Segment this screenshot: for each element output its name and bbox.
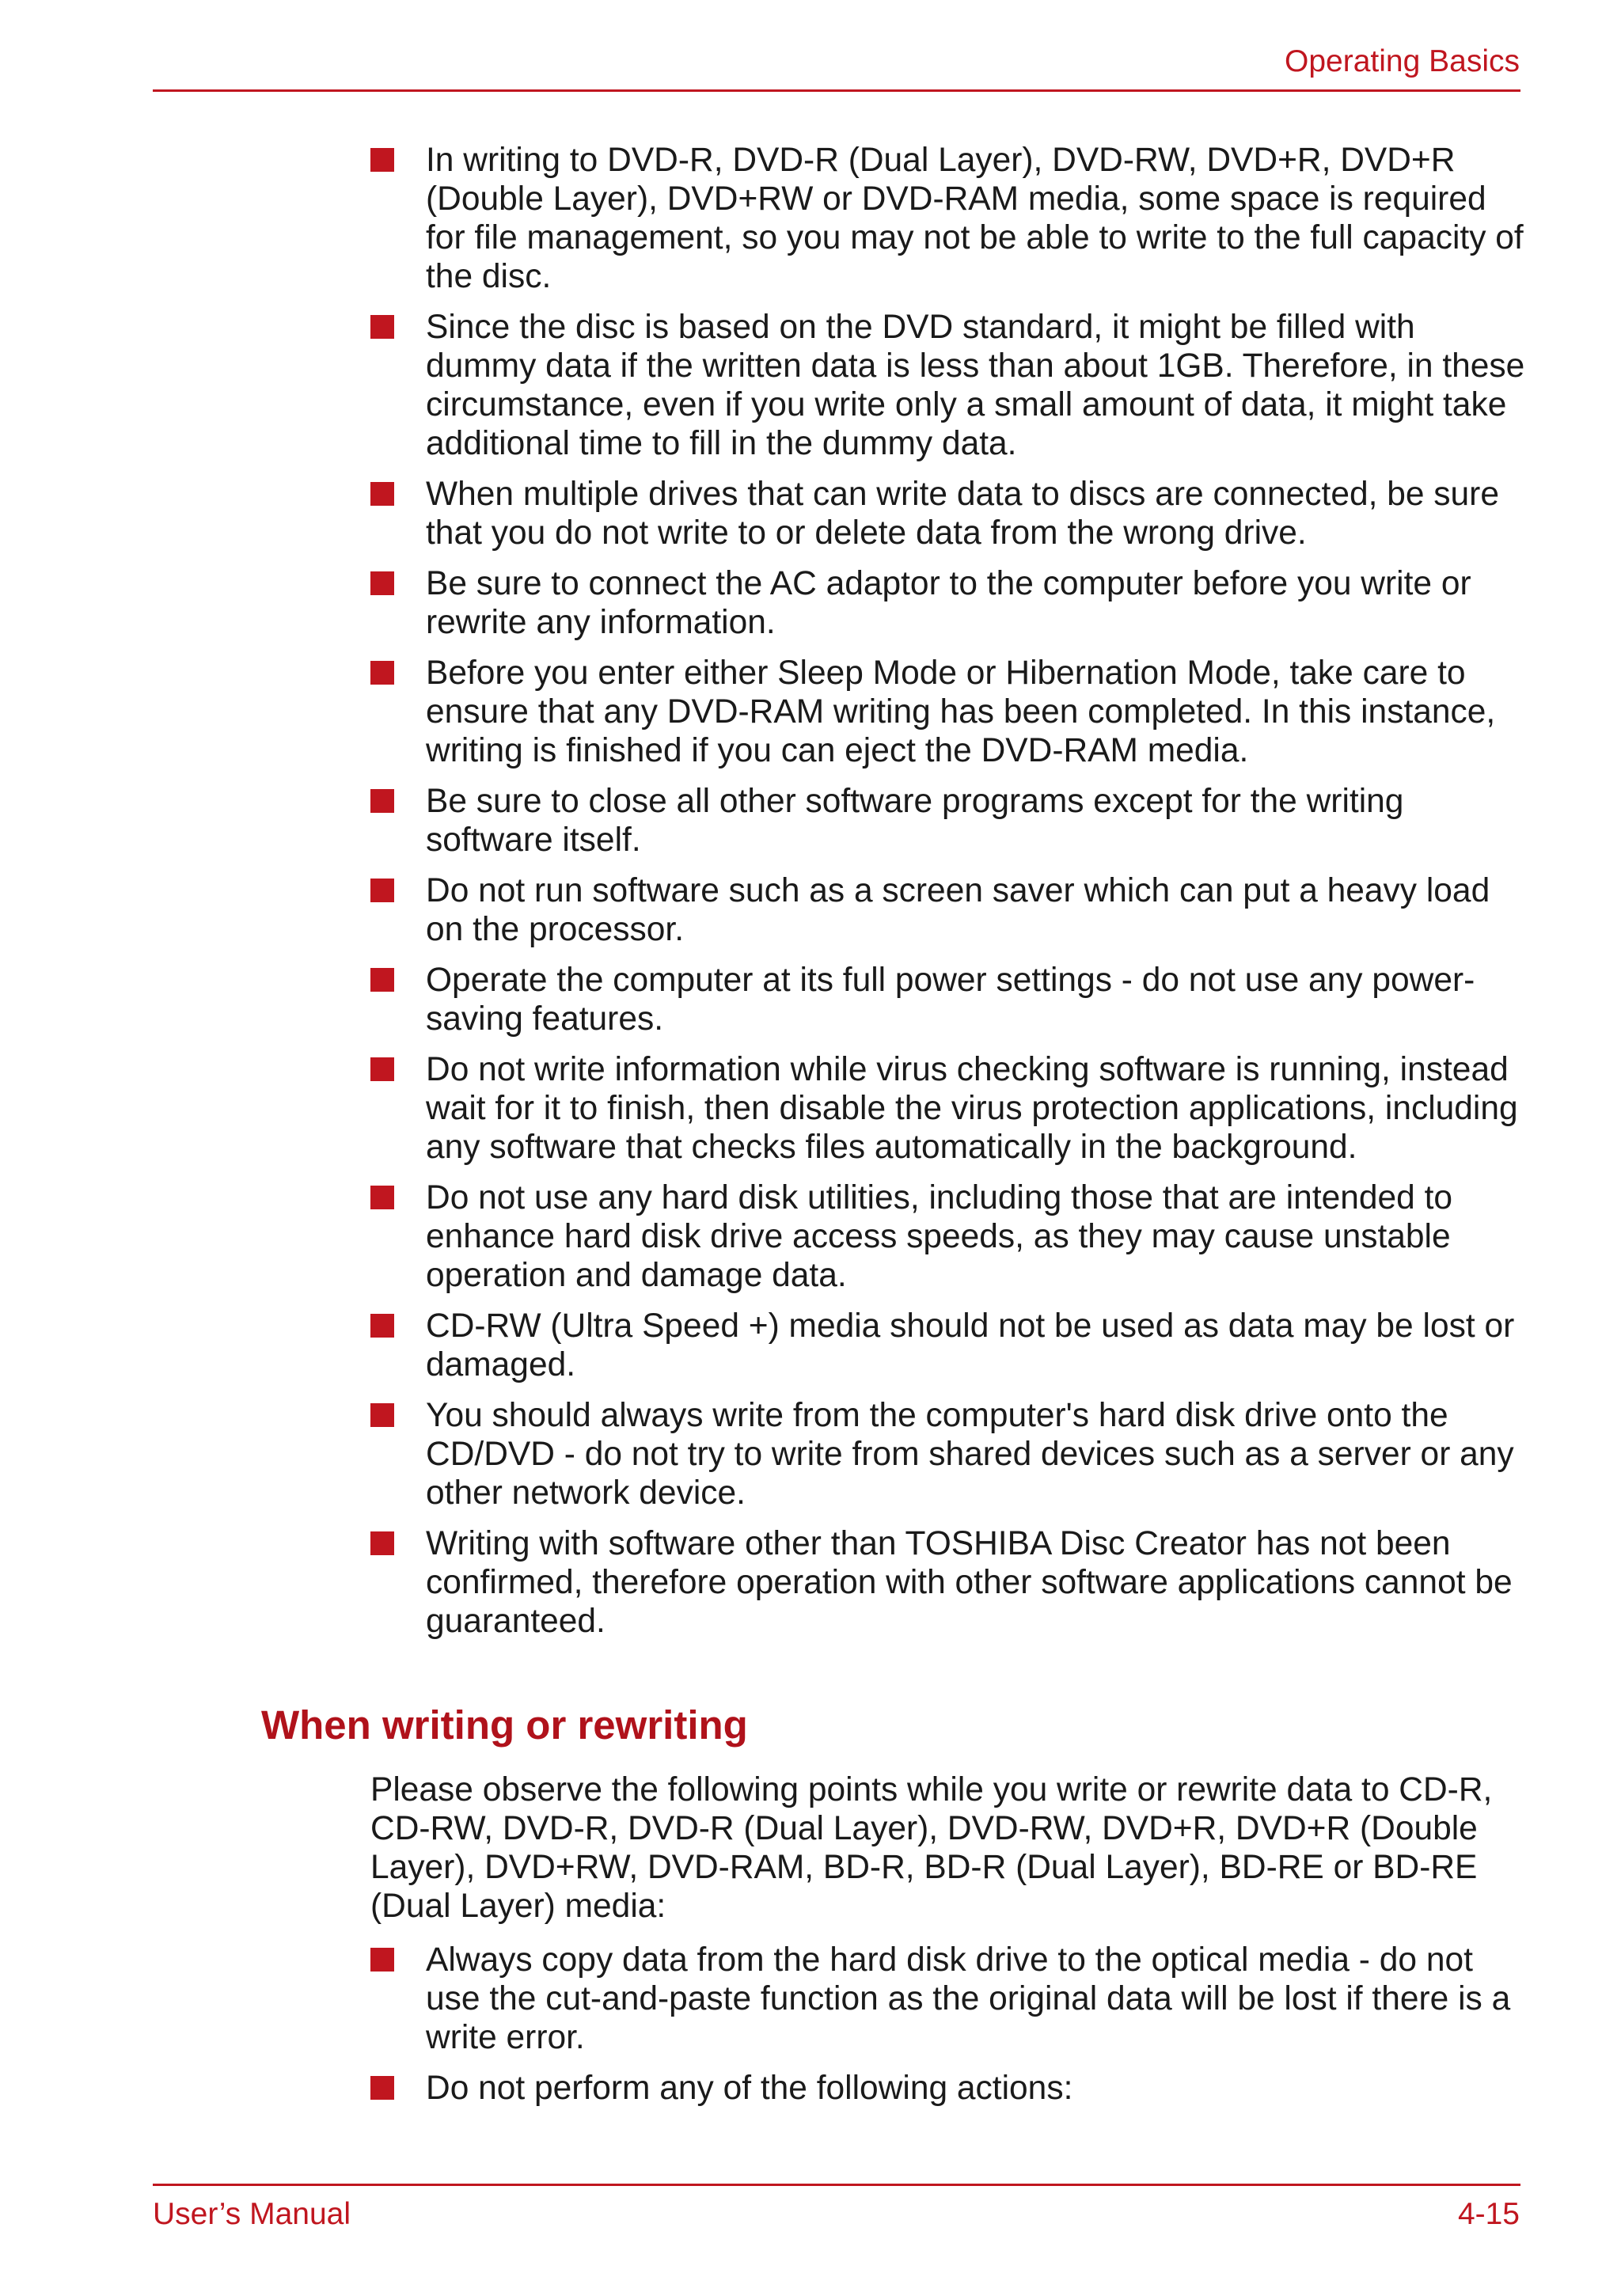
list-item-text: Do not use any hard disk utilities, including those that are intended to enhance hard disk drive access speeds, as they may cause unstable operation and damage data.	[426, 1179, 1453, 1294]
list-item-text: In writing to DVD-R, DVD-R (Dual Layer), DVD-RW, DVD+R, DVD+R (Double Layer), DVD+RW or DVD-RAM media, some space is required for file management, so you may not be able to write to the full capacity of the disc.	[426, 142, 1524, 295]
list-item-text: When multiple drives that can write data to discs are connected, be sure that you do not write to or delete data from the wrong drive.	[426, 476, 1499, 552]
list-item	[370, 2069, 1526, 2108]
square-bullet-icon	[370, 1314, 394, 1338]
square-bullet-icon	[370, 315, 394, 339]
header-divider	[153, 89, 1520, 92]
list-item	[370, 782, 1526, 860]
list-item-text: Operate the computer at its full power settings - do not use any power-saving features.	[426, 962, 1475, 1038]
list-item	[370, 308, 1526, 463]
list-item-text: Do not run software such as a screen saver which can put a heavy load on the processor.	[426, 872, 1490, 948]
footer-manual-title: User’s Manual	[153, 2197, 351, 2231]
section-heading: When writing or rewriting	[261, 1702, 748, 1748]
bullet-list-section	[370, 1941, 1526, 2120]
list-item	[370, 1524, 1526, 1641]
list-item-text: Be sure to connect the AC adaptor to the computer before you write or rewrite any information.	[426, 565, 1471, 641]
list-item-text: Writing with software other than TOSHIBA Disc Creator has not been confirmed, therefore operation with other software applications cannot be guaranteed.	[426, 1525, 1513, 1640]
footer-page-number: 4-15	[1457, 2197, 1520, 2231]
footer-divider	[153, 2184, 1520, 2186]
square-bullet-icon	[370, 482, 394, 506]
list-item	[370, 1941, 1526, 2057]
list-item	[370, 1307, 1526, 1384]
bullet-list-top	[370, 141, 1526, 1653]
square-bullet-icon	[370, 1948, 394, 1972]
list-item-text: You should always write from the computer's hard disk drive onto the CD/DVD - do not try to write from shared devices such as a server or any other network device.	[426, 1397, 1514, 1512]
list-item	[370, 1396, 1526, 1512]
list-item	[370, 141, 1526, 296]
square-bullet-icon	[370, 148, 394, 172]
square-bullet-icon	[370, 968, 394, 992]
list-item-text: CD-RW (Ultra Speed +) media should not be used as data may be lost or damaged.	[426, 1307, 1515, 1383]
square-bullet-icon	[370, 661, 394, 685]
square-bullet-icon	[370, 879, 394, 902]
square-bullet-icon	[370, 571, 394, 595]
list-item	[370, 654, 1526, 770]
header-section-title: Operating Basics	[1285, 44, 1520, 78]
square-bullet-icon	[370, 1531, 394, 1555]
list-item	[370, 564, 1526, 642]
list-item	[370, 961, 1526, 1038]
square-bullet-icon	[370, 2076, 394, 2100]
list-item	[370, 1178, 1526, 1295]
list-item-text: Do not write information while virus checking software is running, instead wait for it to finish, then disable the virus protection applications, including any software that checks files automatically in the background.	[426, 1051, 1518, 1166]
section-intro-paragraph: Please observe the following points while you write or rewrite data to CD-R, CD-RW, DVD-R, DVD-R (Dual Layer), DVD-RW, DVD+R, DVD+R (Double Layer), DVD+RW, DVD-RAM, BD-R, BD-R (Dual Layer), BD-RE or BD-RE (Dual Layer) media:	[370, 1771, 1493, 1925]
square-bullet-icon	[370, 1186, 394, 1209]
list-item-text: Always copy data from the hard disk drive to the optical media - do not use the cut-and-paste function as the original data will be lost if there is a write error.	[426, 1941, 1511, 2056]
list-item	[370, 871, 1526, 949]
list-item-text: Since the disc is based on the DVD standard, it might be filled with dummy data if the written data is less than about 1GB. Therefore, in these circumstance, even if you write only a small amount of data, it might take additional time to fill in the dummy data.	[426, 309, 1525, 462]
list-item-text: Before you enter either Sleep Mode or Hibernation Mode, take care to ensure that any DVD-RAM writing has been completed. In this instance, writing is finished if you can eject the DVD-RAM media.	[426, 655, 1496, 769]
list-item-text: Be sure to close all other software programs except for the writing software itself.	[426, 783, 1404, 859]
square-bullet-icon	[370, 1057, 394, 1081]
square-bullet-icon	[370, 789, 394, 813]
list-item	[370, 1050, 1526, 1167]
list-item-text: Do not perform any of the following actions:	[426, 2070, 1073, 2107]
list-item	[370, 475, 1526, 552]
square-bullet-icon	[370, 1403, 394, 1427]
